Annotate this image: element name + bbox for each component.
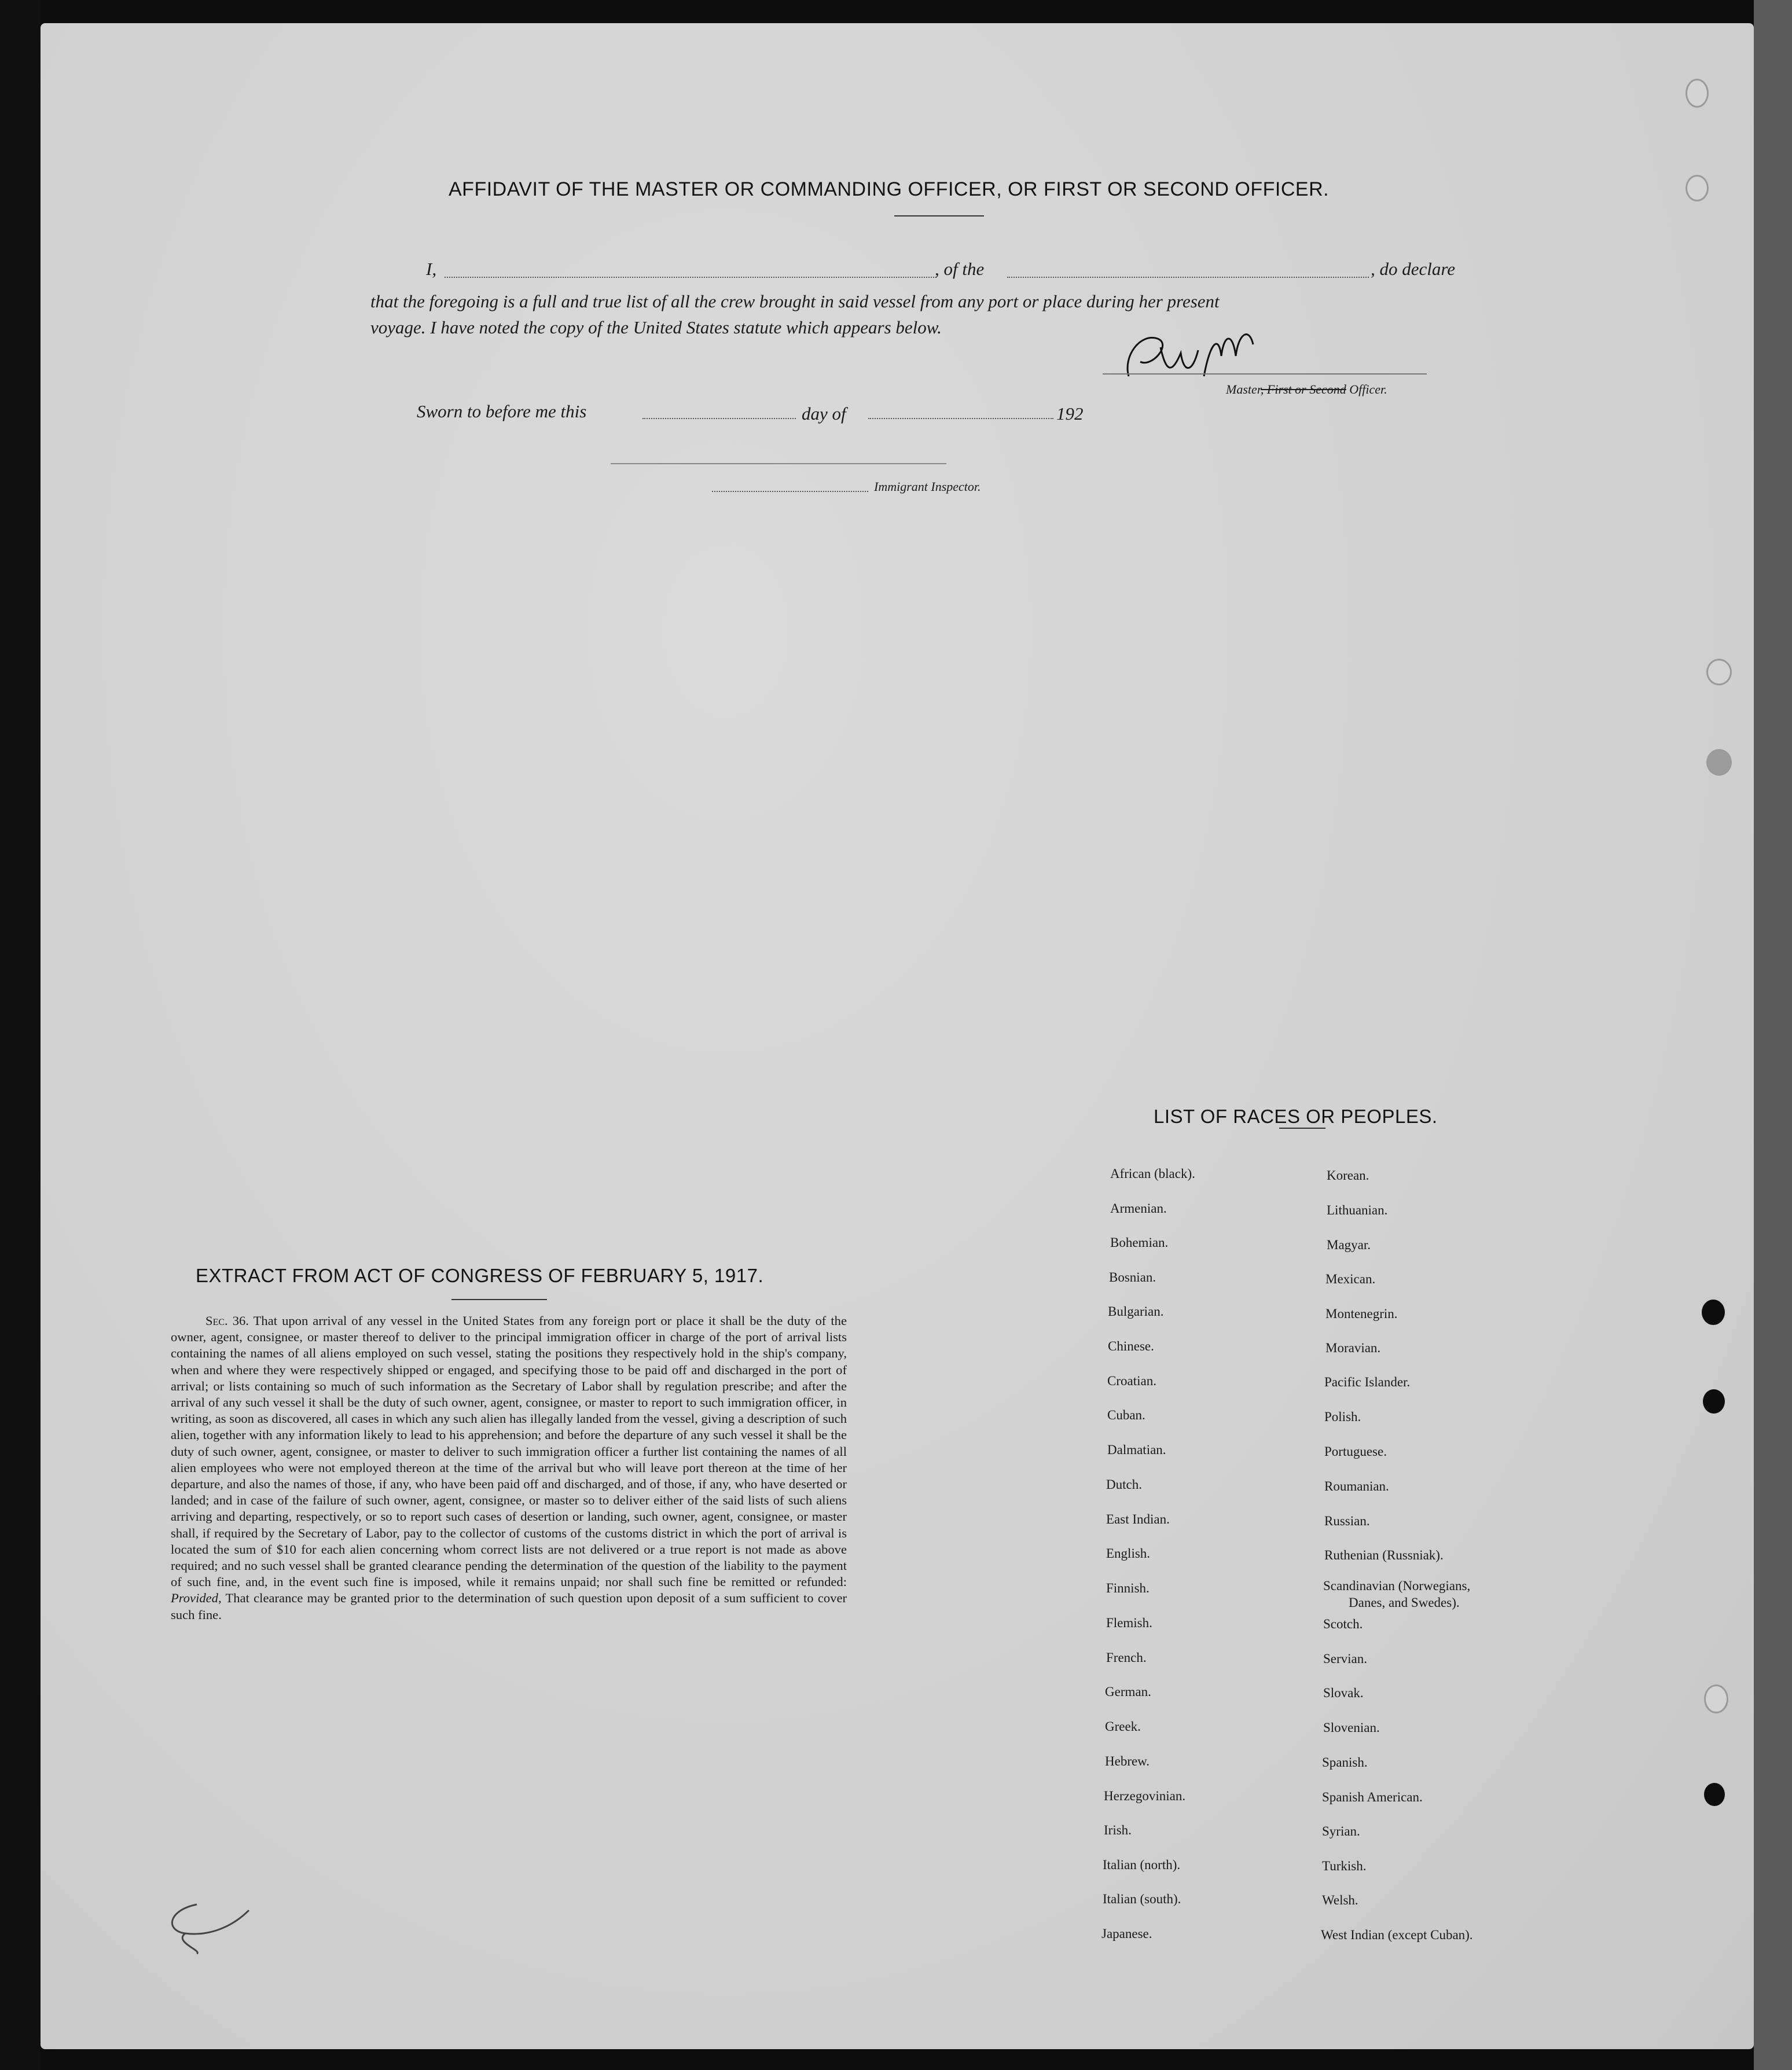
race-item: Lithuanian. [1327, 1203, 1388, 1217]
inspector-caption: Immigrant Inspector. [874, 479, 981, 494]
binder-hole-icon [1706, 749, 1732, 776]
race-item: French. [1106, 1650, 1147, 1665]
race-item: Pacific Islander. [1324, 1375, 1411, 1389]
race-item: Croatian. [1107, 1374, 1156, 1388]
race-item: Flemish. [1106, 1616, 1152, 1630]
race-item: Spanish American. [1322, 1790, 1423, 1804]
binder-hole-icon [1685, 79, 1709, 108]
race-item: Hebrew. [1105, 1754, 1150, 1768]
race-item: Finnish. [1106, 1581, 1150, 1595]
extract-body [171, 1313, 847, 1623]
race-item: English. [1106, 1546, 1151, 1561]
binder-hole-icon [1703, 1389, 1725, 1414]
race-item: Greek. [1105, 1719, 1141, 1734]
affidavit-line2: that the foregoing is a full and true list of all the crew brought in said vessel from any port or place during her present [370, 291, 1220, 311]
race-item-continued: Danes, and Swedes). [1349, 1595, 1460, 1610]
race-item: Spanish. [1322, 1755, 1368, 1770]
race-item: Portuguese. [1324, 1444, 1387, 1459]
race-item: Welsh. [1322, 1893, 1358, 1907]
race-item: Roumanian. [1324, 1479, 1389, 1493]
race-item: Russian. [1324, 1514, 1370, 1528]
race-item: Scandinavian (Norwegians, [1323, 1579, 1471, 1593]
binder-hole-icon [1704, 1783, 1725, 1806]
inspector-dotted-line [712, 491, 868, 492]
race-item: Italian (south). [1103, 1892, 1181, 1906]
race-item: Syrian. [1322, 1824, 1360, 1838]
binder-hole-icon [1685, 175, 1709, 201]
affidavit-line3: voyage. I have noted the copy of the United States statute which appears below. [370, 317, 942, 337]
race-item: Cuban. [1107, 1408, 1145, 1422]
handwritten-signature [1117, 321, 1279, 391]
sworn-day-blank [642, 418, 796, 419]
sworn-start: Sworn to before me this [417, 401, 587, 421]
race-item: Mexican. [1325, 1272, 1376, 1286]
race-item: Chinese. [1108, 1339, 1154, 1353]
affidavit-title: AFFIDAVIT OF THE MASTER OR COMMANDING OFFICER, OR FIRST OR SECOND OFFICER. [449, 178, 1330, 200]
race-item: Herzegovinian. [1104, 1789, 1186, 1803]
race-item: Armenian. [1110, 1201, 1167, 1216]
title-underline [894, 215, 984, 216]
pencil-mark-icon [162, 1887, 255, 1957]
signature-line [1103, 373, 1427, 375]
race-item: Japanese. [1101, 1926, 1152, 1941]
race-item: Italian (north). [1103, 1858, 1181, 1872]
sworn-month-blank [868, 418, 1053, 419]
race-item: German. [1105, 1684, 1151, 1699]
vessel-name-blank [1007, 277, 1369, 278]
page-edge-left [0, 0, 41, 2070]
binder-hole-icon [1704, 1684, 1728, 1713]
race-item: East Indian. [1106, 1512, 1170, 1526]
extract-title-underline [451, 1299, 547, 1300]
race-item: African (black). [1110, 1166, 1195, 1181]
page-edge-right [1754, 0, 1792, 2070]
race-item: Dalmatian. [1107, 1443, 1166, 1457]
race-item: Bohemian. [1110, 1235, 1169, 1250]
race-item: Slovak. [1323, 1686, 1364, 1700]
race-item: Scotch. [1323, 1617, 1363, 1631]
affidavit-line1-start: I, [426, 259, 437, 279]
signer-caption: Master, First or Second Officer. [1226, 382, 1387, 397]
declarant-name-blank [445, 277, 937, 278]
proviso-text: That clearance may be granted prior to the determination of such question upon deposit of a sum sufficient to cover such fine. [171, 1591, 847, 1622]
race-item: Servian. [1323, 1651, 1368, 1666]
race-item: Irish. [1104, 1823, 1132, 1837]
race-item: Korean. [1327, 1168, 1369, 1183]
section-label: Sec. 36. [205, 1313, 249, 1328]
race-item: Turkish. [1322, 1859, 1367, 1873]
race-item: Bosnian. [1109, 1270, 1156, 1284]
race-item: Montenegrin. [1325, 1306, 1398, 1321]
race-item: Polish. [1324, 1410, 1361, 1424]
race-item: Magyar. [1327, 1238, 1371, 1252]
extract-title: EXTRACT FROM ACT OF CONGRESS OF FEBRUARY 5, 1917. [196, 1265, 764, 1286]
affidavit-line1-mid: , of the [935, 259, 985, 279]
race-item: Slovenian. [1323, 1720, 1380, 1735]
races-title: LIST OF RACES OR PEOPLES. [1154, 1106, 1438, 1127]
race-item: Moravian. [1325, 1341, 1381, 1355]
race-item: Ruthenian (Russniak). [1324, 1548, 1444, 1562]
sworn-year: 192 [1056, 403, 1084, 424]
binder-hole-icon [1706, 659, 1732, 685]
section-text: That upon arrival of any vessel in the United States from any foreign port or place it shall be the duty of the owner, agent, consignee, or master thereof to deliver to the principal immigration officer in charge of the port of arrival lists containing the names of all aliens employed on such vessel, stating the positions they respectively hold in the ship's company, when and where they were respectively shipped or engaged, and specifying those to be paid off and discharged in the port of arrival; or lists containing so much of such information as the Secretary of Labor shall by regulation prescribe; and after the arrival of any such vessel it shall be the duty of such owner, agent, consignee, or master to report to such immigration officer, in writing, as soon as discovered, all cases in which any such alien has illegally landed from the vessel, giving a description of such alien, together with any information likely to lead to his apprehension; and before the departure of any such vessel it shall be the duty of such owner, agent, consignee, or master to deliver to such immigration officer a further list containing the names of all alien employees who were not employed thereon at the time of the arrival but who will leave port thereon at the time of her departure, and also the names of those, if any, who have been paid off and discharged, and of those, if any, who have deserted or landed; and in case of the failure of such owner, agent, consignee, or master so to deliver either of the said lists of such aliens arriving and departing, respectively, or so to report such cases of desertion or landing, such owner, agent, consignee, or master shall, if required by the Secretary of Labor, pay to the collector of customs of the customs district in which the port of arrival is located the sum of $10 for each alien concerning whom correct lists are not delivered or a true report is not made as above required; and no such vessel shall be granted clearance pending the determination of the question of the liability to the payment of such fine, and, in the event such fine is imposed, while it remains unpaid; nor shall such fine be remitted or refunded: [171, 1313, 847, 1590]
proviso-label: Provided, [171, 1591, 222, 1606]
sworn-mid: day of [802, 403, 846, 424]
race-item: Dutch. [1106, 1477, 1142, 1492]
inspector-signature-line [611, 463, 946, 464]
binder-hole-icon [1702, 1300, 1725, 1325]
affidavit-line1-end: , do declare [1371, 259, 1456, 279]
race-item: Bulgarian. [1108, 1304, 1164, 1319]
races-title-underline [1279, 1128, 1325, 1129]
race-item: West Indian (except Cuban). [1321, 1928, 1473, 1942]
